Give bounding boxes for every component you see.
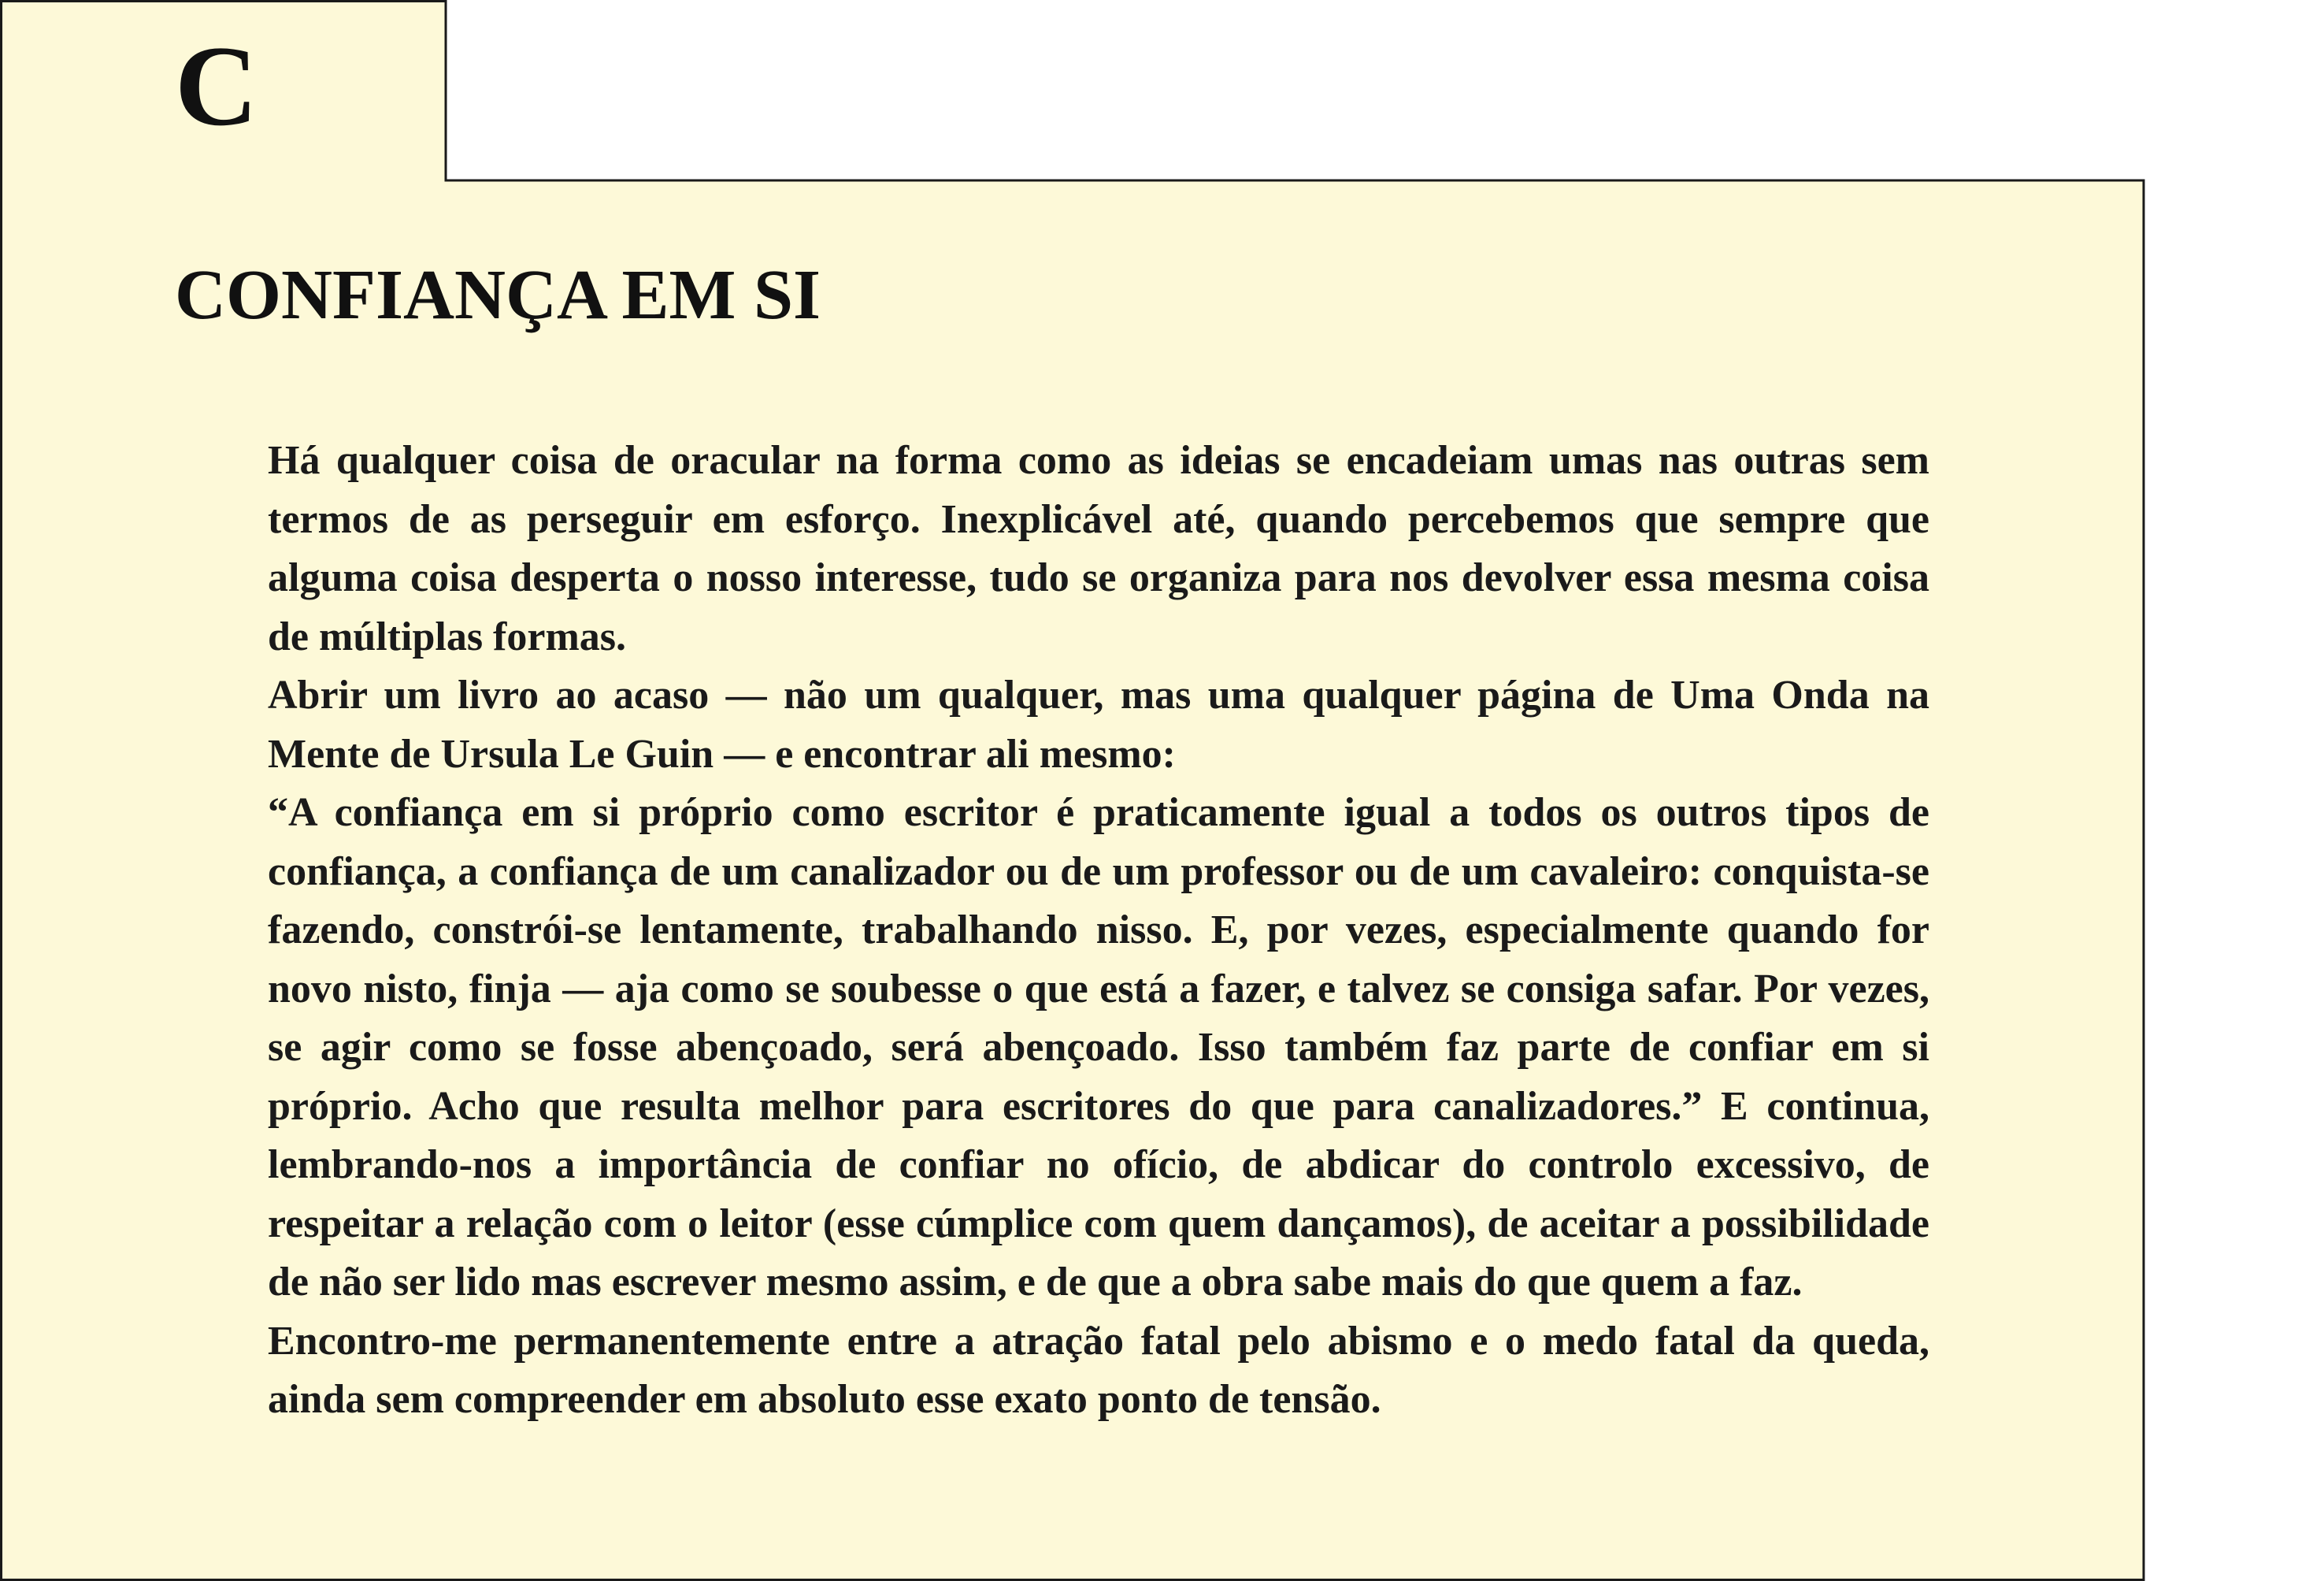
page-title: CONFIANÇA EM SI: [175, 256, 821, 334]
paragraph: Encontro-me permanentemente entre a atração fatal pelo abismo e o medo fatal da queda, ainda sem compreender em absoluto esse exato ponto de tensão.: [268, 1318, 1929, 1422]
paragraph: “A confiança em si próprio como escritor é praticamente igual a todos os outros tipos de confiança, a confiança de um canalizador ou de um professor ou de um cavaleiro: conquista-se fazendo, constrói-se lentamente, trabalhando nisso. E, por vezes, especialmente quando for novo nisto, finja — aja como se soubesse o que está a fazer, e talvez se consiga safar. Por vezes, se agir como se fosse abençoado, será abençoado. Isso também faz parte de confiar em si próprio. Acho que resulta melhor para escritores do que para canalizadores.” E continua, lembrando-nos a importância de confiar no ofício, de abdicar do controlo excessivo, de respeitar a relação com o leitor (esse cúmplice com quem dançamos), de aceitar a possibilidade de não ser lido mas escrever mesmo assim, e de que a obra sabe mais do que quem a faz.: [268, 790, 1929, 1305]
paragraph: Há qualquer coisa de oracular na forma como as ideias se encadeiam umas nas outras sem termos de as perseguir em esforço. Inexplicável até, quando percebemos que sempre que alguma coisa desperta o nosso interesse, tudo se organiza para nos devolver essa mesma coisa de múltiplas formas.: [268, 438, 1929, 659]
section-letter: C: [175, 22, 258, 150]
body-text: [268, 432, 1929, 1430]
paragraph: Abrir um livro ao acaso — não um qualquer, mas uma qualquer página de Uma Onda na Mente de Ursula Le Guin — e encontrar ali mesmo:: [268, 673, 1929, 777]
